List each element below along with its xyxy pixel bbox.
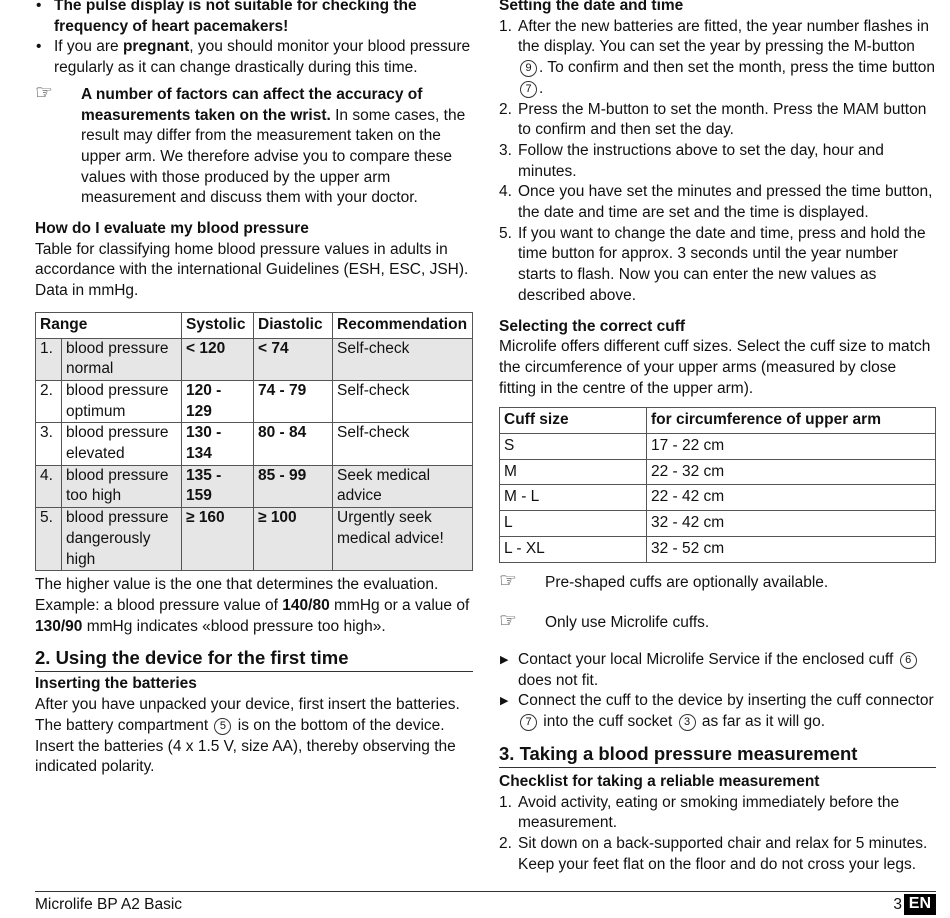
list-item <box>499 182 936 223</box>
list-item: 2. Sit down on a back-supported chair and relax for 5 minutes. Keep your feet flat on the floor and do not cross your legs. <box>499 834 928 873</box>
pointing-hand-icon: ☞ <box>499 569 517 592</box>
pointing-hand-icon: ☞ <box>35 81 53 104</box>
step-number: 1. <box>499 17 512 35</box>
evaluation-rule: The higher value is the one that determines the evaluation. <box>35 576 439 594</box>
section-3-title: 3. Taking a blood pressure measurement <box>499 743 936 768</box>
list-item: • The pulse display is not suitable for checking the frequency of heart pacemakers! <box>35 0 473 37</box>
ref-7-icon: 7 <box>520 714 537 731</box>
checklist-heading: Checklist for taking a reliable measurement <box>499 772 820 790</box>
table-row: M - L 22 - 42 cm <box>500 485 936 511</box>
table-row: 5. blood pressure dangerously high ≥ 160 ≥ 100 Urgently seek medical advice! <box>36 508 473 571</box>
evaluate-intro: Table for classifying home blood pressure values in adults in accordance with the international Guidelines (ESH, ESC, JSH). Data in mmHg. <box>35 240 469 300</box>
text-run: into the cuff socket <box>539 713 677 731</box>
table-row: S 17 - 22 cm <box>500 434 936 460</box>
text-run: as far as it will go. <box>697 713 826 731</box>
step-number: 4. <box>499 183 512 201</box>
datetime-heading: Setting the date and time <box>499 0 684 14</box>
col-recommendation: Recommendation <box>333 312 473 338</box>
step-number: 3. <box>499 141 512 159</box>
ref-3-icon: 3 <box>679 714 696 731</box>
cuff-instructions <box>499 650 936 733</box>
text-run: After the new batteries are fitted, the year number flashes in the display. You can set the year by pressing the M-button <box>518 17 929 56</box>
list-item <box>499 691 936 732</box>
left-column <box>35 0 473 778</box>
pointing-hand-icon: ☞ <box>499 610 517 633</box>
warnings-list <box>35 0 473 79</box>
microlife-cuffs-note: ☞ Only use Microlife cuffs. <box>499 610 710 633</box>
table-header-row <box>500 408 936 434</box>
ref-5-icon: 5 <box>214 718 231 735</box>
wrist-note: ☞ A number of factors can affect the accuracy of measurements taken on the wrist. In some cases, the result may differ from the measurement taken on the upper arm. We therefore advise you to compare these values with those produced by the upper arm measurement and discuss them with your doctor. <box>35 81 466 207</box>
batteries-text: After you have unpacked your device, first insert the batteries. The battery compartment 5 is on the bottom of the device. Insert the batteries (4 x 1.5 V, size AA), thereby observing the indicated polarity. <box>35 696 460 776</box>
col-range: Range <box>36 312 182 338</box>
step-number: 5. <box>499 224 512 242</box>
batteries-heading: Inserting the batteries <box>35 675 197 693</box>
right-column <box>499 0 936 875</box>
col-circumference: for circumference of upper arm <box>647 408 936 434</box>
col-diastolic: Diastolic <box>254 312 333 338</box>
text-run: Follow the instructions above to set the day, hour and minutes. <box>518 141 884 180</box>
table-row: L 32 - 42 cm <box>500 511 936 537</box>
ref-6-icon: 6 <box>900 652 917 669</box>
list-item <box>499 100 936 141</box>
datetime-steps <box>499 17 936 307</box>
text-run: Contact your local Microlife Service if the enclosed cuff <box>518 650 898 668</box>
table-row: 4. blood pressure too high 135 - 159 85 - 99 Seek medical advice <box>36 465 473 507</box>
text-run: Connect the cuff to the device by inserting the cuff connector <box>518 692 934 710</box>
text-run: . To confirm and then set the month, press the time button <box>539 59 936 77</box>
ref-7-icon: 7 <box>520 81 537 98</box>
cuff-heading: Selecting the correct cuff <box>499 317 686 335</box>
cuff-size-table <box>499 407 936 562</box>
evaluate-heading: How do I evaluate my blood pressure <box>35 220 309 238</box>
table-row: 1. blood pressure normal < 120 < 74 Self-check <box>36 338 473 380</box>
bp-classification-table <box>35 312 473 571</box>
product-name: Microlife BP A2 Basic <box>35 896 183 913</box>
text-run: Once you have set the minutes and pressed the time button, the date and time are set and the time is displayed. <box>518 183 933 222</box>
table-row: L - XL 32 - 52 cm <box>500 536 936 562</box>
page-number: 3 <box>893 896 902 913</box>
table-header-row <box>36 312 473 338</box>
text-run: . <box>539 79 544 97</box>
ref-9-icon: 9 <box>520 60 537 77</box>
preshaped-note: ☞ Pre-shaped cuffs are optionally available. <box>499 569 829 592</box>
col-cuff-size: Cuff size <box>500 408 647 434</box>
table-row: M 22 - 32 cm <box>500 459 936 485</box>
triangle-bullet-icon: ▶ <box>500 653 509 666</box>
step-number: 2. <box>499 100 512 118</box>
text-run: does not fit. <box>518 671 599 689</box>
list-item <box>499 17 936 100</box>
list-item <box>499 650 936 691</box>
text-run: If you want to change the date and time, press and hold the time button for approx. 3 seconds until the year number starts to flash. Now you can enter the new values as described above. <box>518 224 926 304</box>
list-item <box>499 141 936 182</box>
cuff-intro: Microlife offers different cuff sizes. Select the cuff size to match the circumference of your upper arms (measured by close fitting in the centre of the upper arm). <box>499 338 931 397</box>
text-run: Press the M-button to set the month. Press the MAM button to confirm and then set the day. <box>518 100 927 139</box>
list-item <box>499 224 936 307</box>
list-item: • If you are pregnant, you should monitor your blood pressure regularly as it can change drastically during this time. <box>35 37 473 78</box>
table-row: 2. blood pressure optimum 120 - 129 74 - 79 Self-check <box>36 380 473 422</box>
triangle-bullet-icon: ▶ <box>500 695 509 708</box>
section-2-title: 2. Using the device for the first time <box>35 647 473 672</box>
list-item: 1. Avoid activity, eating or smoking immediately before the measurement. <box>499 793 900 832</box>
col-systolic: Systolic <box>182 312 254 338</box>
evaluation-example: Example: a blood pressure value of 140/80 mmHg or a value of 130/90 mmHg indicates «blood pressure too high». <box>35 596 470 635</box>
language-badge: EN <box>904 894 936 915</box>
table-row: 3. blood pressure elevated 130 - 134 80 - 84 Self-check <box>36 423 473 465</box>
page-footer <box>35 891 936 918</box>
checklist <box>499 793 936 876</box>
